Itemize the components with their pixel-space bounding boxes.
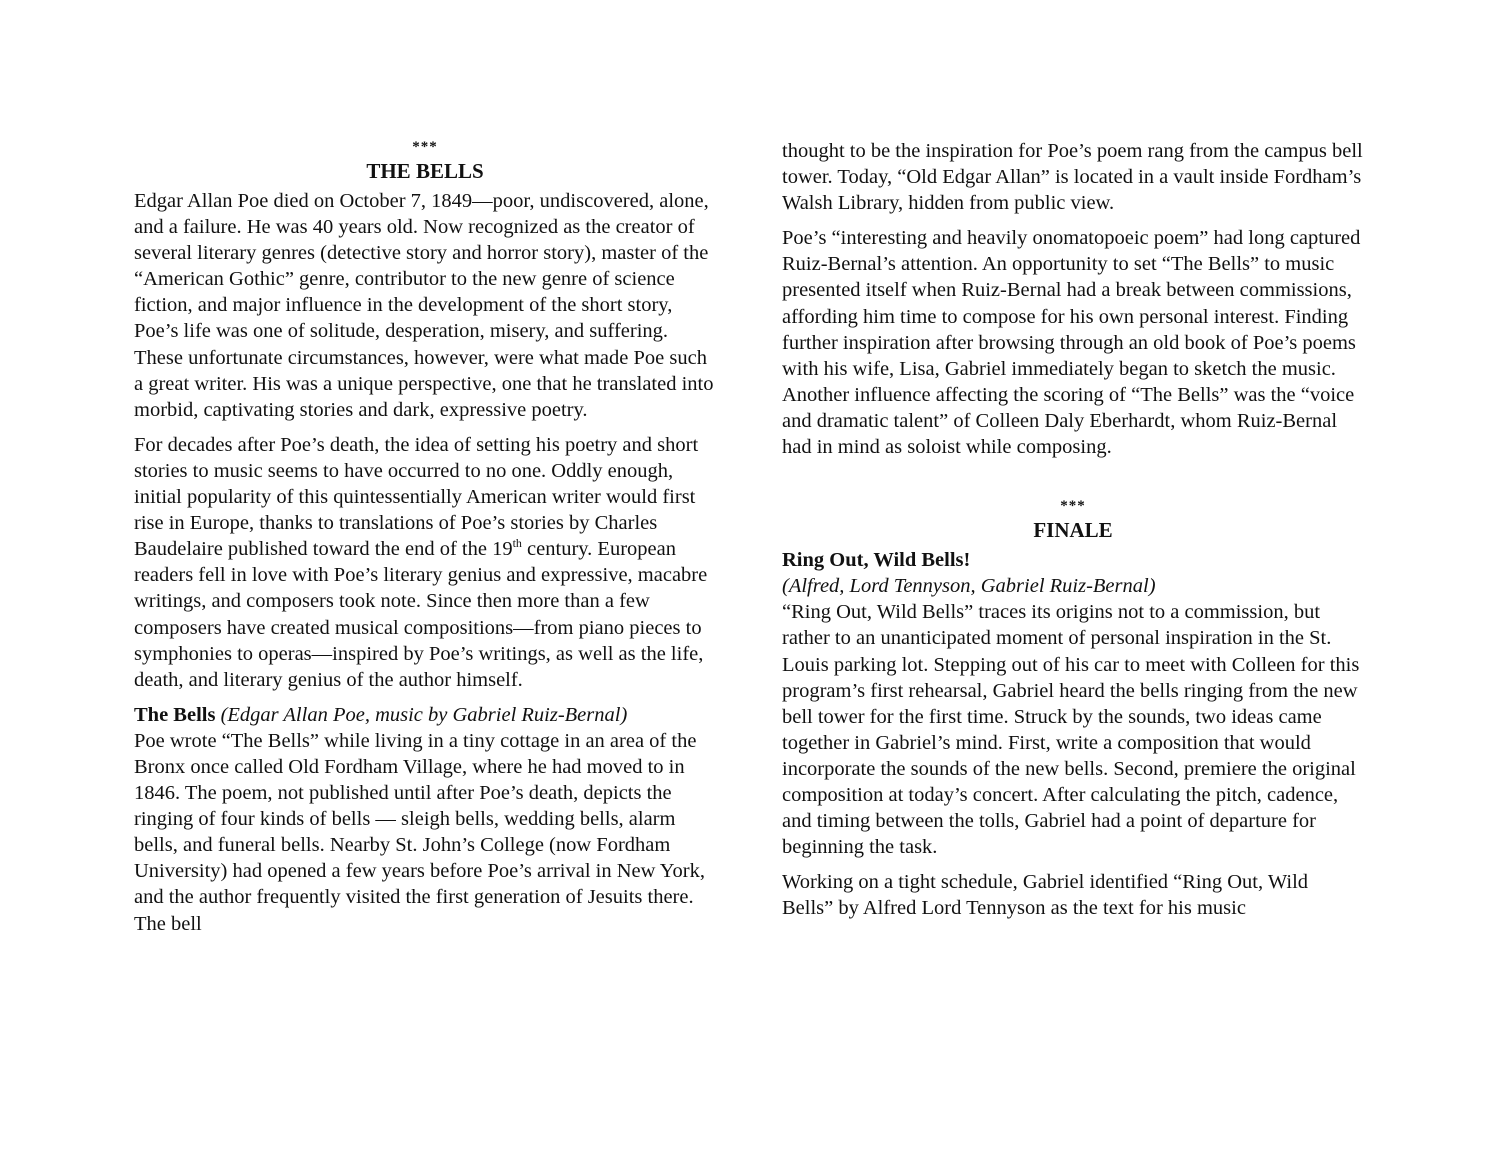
section-heading-finale: FINALE (1033, 518, 1113, 543)
paragraph-text: For decades after Poe’s death, the idea of setting his poetry and short stories to music seems to have occurred to no one. Oddly enough, initial popularity of this quintessentially American writer would first rise in Europe, thanks to translations of Poe’s stories by Charles Baudelaire published toward the end of the 19 (134, 433, 699, 561)
section-heading-the-bells: THE BELLS (366, 159, 484, 183)
right-column (782, 138, 1364, 930)
paragraph-poe-biography: Edgar Allan Poe died on October 7, 1849—poor, undiscovered, alone, and a failure. He was 40 years old. Now recognized as the creator of several literary genres (detective story and horror story), master of the “American Gothic” genre, contributor to the new genre of science fiction, and major influence in the development of the short story, Poe’s life was one of solitude, desperation, misery, and suffering. These unfortunate circumstances, however, were what made Poe such a great writer. His was a unique perspective, one that he translated into morbid, captivating stories and dark, expressive poetry. (134, 190, 714, 421)
piece-heading (134, 702, 716, 728)
left-column (134, 136, 716, 946)
spacer (782, 469, 1364, 495)
paragraph-poe-music-history (134, 432, 716, 693)
paragraph-bell-tower: thought to be the inspiration for Poe’s poem rang from the campus bell tower. Today, “Old Edgar Allan” is located in a vault inside Fordham’s Walsh Library, hidden from public view. (782, 140, 1363, 215)
section-divider-stars: *** (412, 139, 438, 155)
superscript-th: th (512, 536, 522, 551)
piece-title: Ring Out, Wild Bells! (782, 549, 971, 572)
piece-title: The Bells (134, 703, 216, 726)
paragraph-ruiz-bernal-inspiration: Poe’s “interesting and heavily onomatopoeic poem” had long captured Ruiz-Bernal’s attention. An opportunity to set “The Bells” to music presented itself when Ruiz-Bernal had a break between commissions, affording him time to compose for his own personal interest. Finding further inspiration after browsing through an old book of Poe’s poems with his wife, Lisa, Gabriel immediately began to sketch the music. Another influence affecting the scoring of “The Bells” was the “voice and dramatic talent” of Colleen Daly Eberhardt, whom Ruiz-Bernal had in mind as soloist while composing. (782, 227, 1361, 459)
paragraph-tight-schedule: Working on a tight schedule, Gabriel identified “Ring Out, Wild Bells” by Alfred Lord Tennyson as the text for his music (782, 871, 1309, 920)
section-divider-stars: *** (1060, 498, 1086, 515)
piece-credit: (Edgar Allan Poe, music by Gabriel Ruiz-Bernal) (220, 703, 628, 726)
paragraph-text: century. European readers fell in love with Poe’s literary genius and expressive, macabre writings, and composers took note. Since then more than a few composers have created musical compositions—from piano pieces to symphonies to operas—inspired by Poe’s writings, as well as the life, death, and literary genius of the author himself. (134, 538, 708, 691)
paragraph-ring-out-origins: “Ring Out, Wild Bells” traces its origins not to a commission, but rather to an unanticipated moment of personal inspiration in the St. Louis parking lot. Stepping out of his car to meet with Colleen for this program’s first rehearsal, Gabriel heard the bells ringing from the new bell tower for the first time. Struck by the sounds, two ideas came together in Gabriel’s mind. First, write a composition that would incorporate the sounds of the new bells. Second, premiere the original composition at today’s concert. After calculating the pitch, cadence, and timing between the tolls, Gabriel had a point of departure for beginning the task. (782, 601, 1360, 859)
piece-credit: (Alfred, Lord Tennyson, Gabriel Ruiz-Bernal) (782, 575, 1156, 598)
paragraph-the-bells-description: Poe wrote “The Bells” while living in a tiny cottage in an area of the Bronx once called Old Fordham Village, where he had moved to in 1846. The poem, not published until after Poe’s death, depicts the ringing of four kinds of bells — sleigh bells, wedding bells, alarm bells, and funeral bells. Nearby St. John’s College (now Fordham University) had opened a few years before Poe’s arrival in New York, and the author frequently visited the first generation of Jesuits there. The bell (134, 729, 705, 935)
